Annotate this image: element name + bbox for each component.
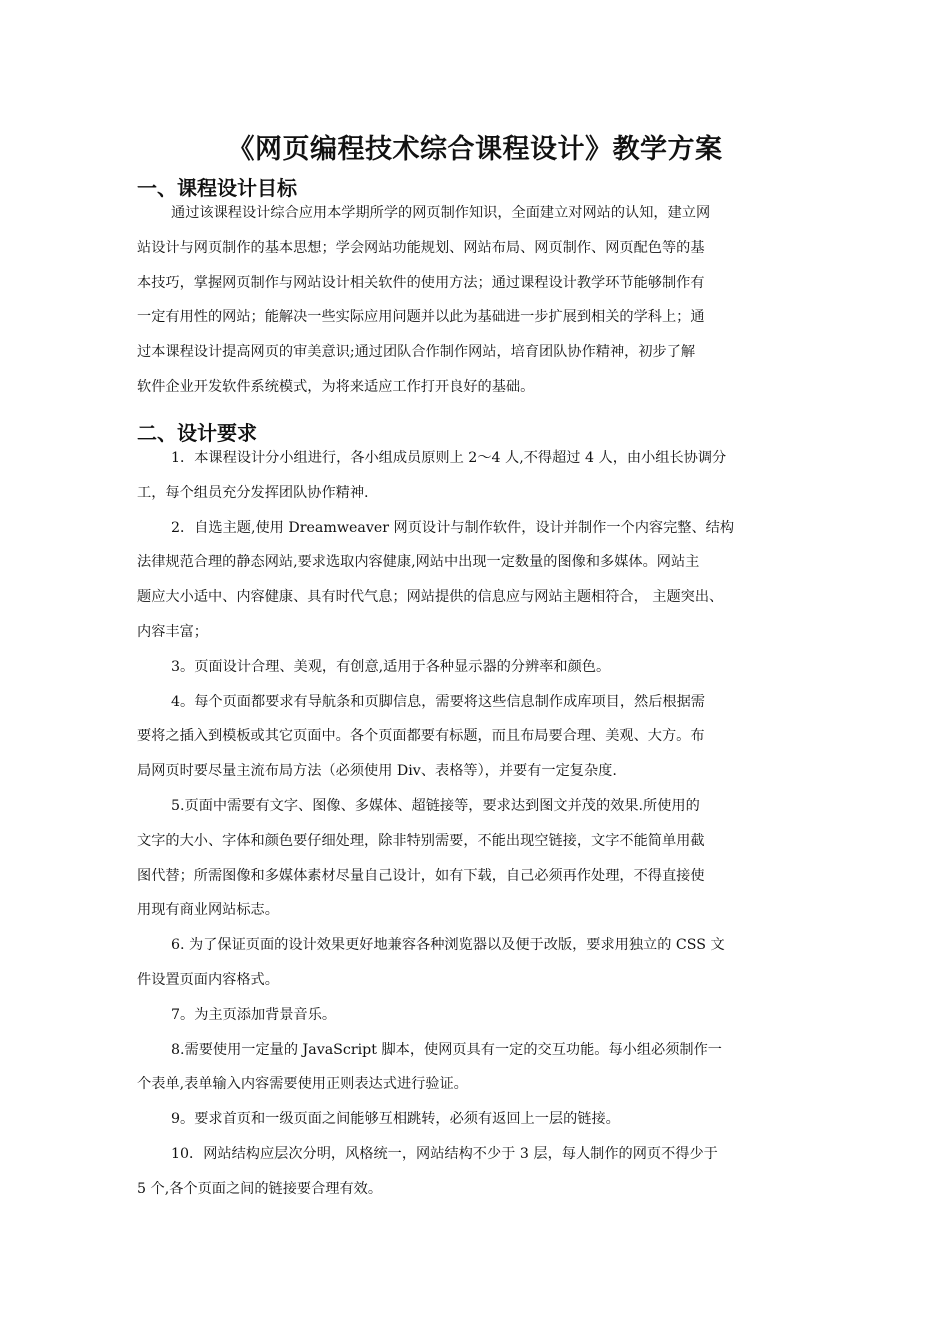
- section-heading-requirements: 二、设计要求: [137, 421, 257, 445]
- paragraph-line: 题应大小适中、内容健康、具有时代气息；网站提供的信息应与网站主题相符合， 主题突出、: [137, 589, 724, 606]
- section-body-goals: [137, 196, 827, 405]
- paragraph-line: 文字的大小、字体和颜色要仔细处理，除非特别需要，不能出现空链接，文字不能简单用截: [137, 832, 705, 849]
- paragraph-line: 法律规范合理的静态网站,要求选取内容健康,网站中出现一定数量的图像和多媒体。网站主: [137, 554, 700, 571]
- paragraph-line: 内容丰富；: [137, 623, 208, 640]
- paragraph-line: 图代替；所需图像和多媒体素材尽量自己设计，如有下载，自己必须再作处理，不得直接使: [137, 867, 705, 884]
- paragraph-line: 10．网站结构应层次分明，风格统一，网站结构不少于 3 层，每人制作的网页不得少于: [171, 1145, 718, 1162]
- paragraph-line: 8.需要使用一定量的 JavaScript 脚本，使网页具有一定的交互功能。每小组必须制作一: [171, 1041, 722, 1058]
- paragraph-line: 要将之插入到模板或其它页面中。各个页面都要有标题，而且布局要合理、美观、大方。布: [137, 728, 705, 745]
- paragraph-line: 工，每个组员充分发挥团队协作精神.: [137, 484, 369, 501]
- paragraph-line: 个表单,表单输入内容需要使用正则表达式进行验证。: [137, 1076, 468, 1093]
- section-body-requirements: [137, 441, 827, 1207]
- paragraph-line: 软件企业开发软件系统模式，为将来适应工作打开良好的基础。: [137, 378, 535, 395]
- paragraph-line: 6. 为了保证页面的设计效果更好地兼容各种浏览器以及便于改版，要求用独立的 CSS 文: [171, 937, 725, 954]
- paragraph-line: 2．自选主题,使用 Dreamweaver 网页设计与制作软件，设计并制作一个内容完整、结构: [171, 519, 735, 536]
- paragraph-line: 7。为主页添加背景音乐。: [171, 1006, 337, 1023]
- paragraph-line: 5.页面中需要有文字、图像、多媒体、超链接等，要求达到图文并茂的效果.所使用的: [171, 797, 700, 814]
- document-title: 《网页编程技术综合课程设计》教学方案: [227, 134, 723, 165]
- paragraph-line: 一定有用性的网站；能解决一些实际应用问题并以此为基础进一步扩展到相关的学科上；通: [137, 309, 705, 326]
- paragraph-line: 4。每个页面都要求有导航条和页脚信息，需要将这些信息制作成库项目，然后根据需: [171, 693, 705, 710]
- paragraph-line: 3。页面设计合理、美观，有创意,适用于各种显示器的分辨率和颜色。: [171, 658, 611, 675]
- paragraph-line: 本技巧，掌握网页制作与网站设计相关软件的使用方法；通过课程设计教学环节能够制作有: [137, 274, 705, 291]
- paragraph-line: 9。要求首页和一级页面之间能够互相跳转，必须有返回上一层的链接。: [171, 1111, 620, 1128]
- paragraph-line: 1．本课程设计分小组进行，各小组成员原则上 2～4 人,不得超过 4 人，由小组长协调分: [171, 450, 727, 466]
- paragraph-line: 站设计与网页制作的基本思想；学会网站功能规划、网站布局、网页制作、网页配色等的基: [137, 239, 705, 256]
- paragraph-line: 5 个,各个页面之间的链接要合理有效。: [137, 1180, 383, 1197]
- paragraph-line: 用现有商业网站标志。: [137, 902, 279, 919]
- section-heading-goals: 一、课程设计目标: [137, 176, 297, 200]
- paragraph-line: 过本课程设计提高网页的审美意识;通过团队合作制作网站，培育团队协作精神，初步了解: [137, 344, 696, 361]
- paragraph-line: 件设置页面内容格式。: [137, 971, 279, 988]
- paragraph-line: 局网页时要尽量主流布局方法（必须使用 Div、表格等），并要有一定复杂度.: [137, 763, 617, 780]
- paragraph-line: 通过该课程设计综合应用本学期所学的网页制作知识，全面建立对网站的认知，建立网: [171, 205, 711, 221]
